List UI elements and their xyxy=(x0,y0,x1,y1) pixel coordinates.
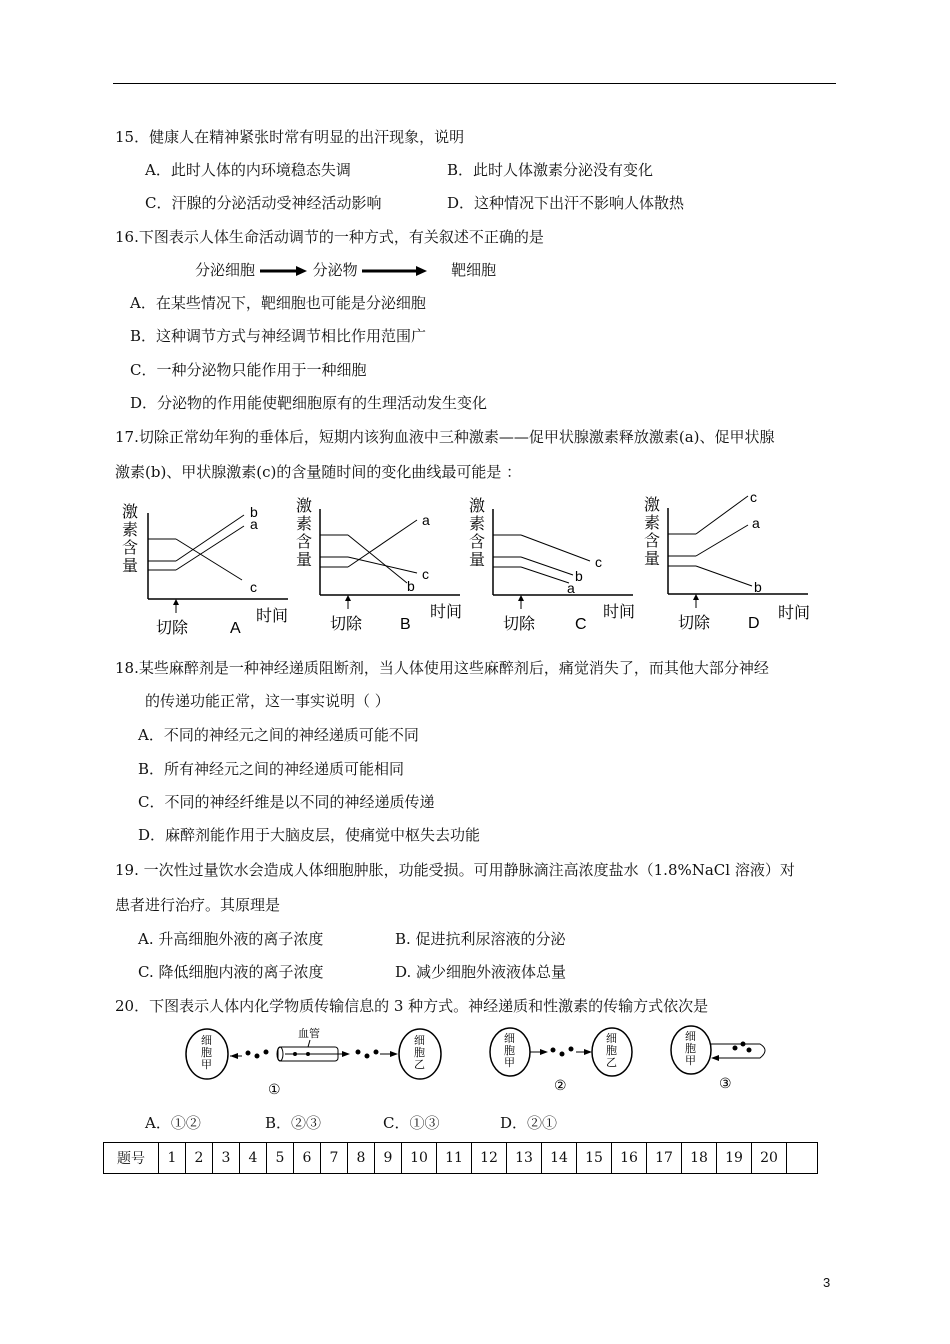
diagram-number: ③ xyxy=(719,1075,732,1091)
answer-cell: 7 xyxy=(321,1143,348,1174)
answer-cell: 8 xyxy=(348,1143,375,1174)
curve-label: c xyxy=(422,566,429,582)
answer-cell: 17 xyxy=(647,1143,682,1174)
q15-stem: 15．健康人在精神紧张时常有明显的出汗现象，说明 xyxy=(115,128,465,146)
q15-option-d: D．这种情况下出汗不影响人体散热 xyxy=(447,194,685,212)
cut-label: 切除 xyxy=(503,616,536,633)
header-rule xyxy=(113,83,836,84)
answer-table xyxy=(103,1142,818,1174)
q18-stem-2: 的传递功能正常，这一事实说明（ ） xyxy=(145,692,390,710)
answer-cell: 9 xyxy=(375,1143,402,1174)
q15-option-b: B．此时人体激素分泌没有变化 xyxy=(447,161,654,179)
curve-label: b xyxy=(575,568,583,584)
answer-cell: 19 xyxy=(717,1143,752,1174)
q17-graph-a xyxy=(118,495,298,640)
answer-cell: 20 xyxy=(752,1143,787,1174)
curve-label: b xyxy=(250,504,258,520)
arrow-icon xyxy=(260,264,308,278)
cell-label: 细胞乙 xyxy=(606,1033,617,1069)
q18-option-a: A．不同的神经元之间的神经递质可能不同 xyxy=(138,726,419,744)
q15-option-c: C．汗腺的分泌活动受神经活动影响 xyxy=(145,194,382,212)
q17-stem-2: 激素(b)、甲状腺激素(c)的含量随时间的变化曲线最可能是 ： xyxy=(115,463,522,481)
answer-cell: 14 xyxy=(542,1143,577,1174)
arrow-icon xyxy=(362,264,428,278)
cut-label: 切除 xyxy=(678,615,711,632)
q16-option-b: B．这种调节方式与神经调节相比作用范围广 xyxy=(130,327,427,345)
x-axis-label: 时间 xyxy=(256,608,289,625)
q20-option-d: D．②① xyxy=(500,1114,558,1132)
q20-option-a: A．①② xyxy=(145,1114,201,1132)
curve-label: a xyxy=(752,515,760,531)
q17-graph-c xyxy=(465,495,645,640)
answer-cell: 5 xyxy=(267,1143,294,1174)
curve-label: a xyxy=(567,580,575,596)
q17-stem-1: 17.切除正常幼年狗的垂体后，短期内该狗血液中三种激素——促甲状腺激素释放激素(a)、促甲状腺 xyxy=(115,428,775,446)
answer-cell: 18 xyxy=(682,1143,717,1174)
y-axis-label: 激素含量 xyxy=(469,498,486,569)
cut-label: 切除 xyxy=(156,620,189,637)
q15-option-a: A．此时人体的内环境稳态失调 xyxy=(145,161,351,179)
answer-cell: 13 xyxy=(507,1143,542,1174)
q16-option-d: D．分泌物的作用能使靶细胞原有的生理活动发生变化 xyxy=(130,394,488,412)
q18-stem-1: 18.某些麻醉剂是一种神经递质阻断剂，当人体使用这些麻醉剂后，痛觉消失了，而其他大部分神经 xyxy=(115,659,769,677)
cut-label: 切除 xyxy=(330,616,363,633)
curve-label: a xyxy=(422,512,430,528)
answer-cell: 11 xyxy=(437,1143,472,1174)
graph-letter: A xyxy=(230,620,241,637)
q19-option-d: D. 减少细胞外液液体总量 xyxy=(395,963,567,981)
x-axis-label: 时间 xyxy=(778,605,811,622)
q19-stem-2: 患者进行治疗。其原理是 xyxy=(115,896,281,914)
vessel-label: 血管 xyxy=(298,1028,320,1040)
answer-cell: 16 xyxy=(612,1143,647,1174)
answer-cell: 6 xyxy=(294,1143,321,1174)
cell-label: 细胞甲 xyxy=(504,1033,515,1069)
answer-cell: 4 xyxy=(240,1143,267,1174)
cell-label: 细胞甲 xyxy=(685,1031,696,1067)
q19-option-c: C. 降低细胞内液的离子浓度 xyxy=(138,963,324,981)
q17-graph-d xyxy=(640,490,820,635)
answer-cell: 10 xyxy=(402,1143,437,1174)
curve-label: c xyxy=(595,554,602,570)
answer-cell-blank xyxy=(787,1143,818,1174)
q20-option-b: B．②③ xyxy=(265,1114,322,1132)
q19-stem-1: 19. 一次性过量饮水会造成人体细胞肿胀，功能受损。可用静脉滴注高浓度盐水（1.8%NaCl 溶液）对 xyxy=(115,861,795,879)
curve-label: c xyxy=(250,579,257,595)
flow-target-cell: 靶细胞 xyxy=(451,261,497,279)
q16-stem: 16.下图表示人体生命活动调节的一种方式，有关叙述不正确的是 xyxy=(115,228,544,246)
q17-graph-b xyxy=(292,495,472,640)
x-axis-label: 时间 xyxy=(430,604,463,621)
q20-diagram xyxy=(180,1022,780,1102)
q16-flow-diagram xyxy=(195,259,496,280)
q18-option-d: D．麻醉剂能作用于大脑皮层，使痛觉中枢失去功能 xyxy=(138,826,481,844)
flow-secretion: 分泌物 xyxy=(312,261,358,279)
answer-cell: 3 xyxy=(213,1143,240,1174)
answer-cell: 12 xyxy=(472,1143,507,1174)
answer-cell: 2 xyxy=(186,1143,213,1174)
q16-option-a: A．在某些情况下，靶细胞也可能是分泌细胞 xyxy=(130,294,426,312)
curve-label: b xyxy=(407,578,415,594)
diagram-number: ② xyxy=(554,1077,567,1093)
graph-letter: B xyxy=(400,616,411,633)
x-axis-label: 时间 xyxy=(603,604,636,621)
y-axis-label: 激素含量 xyxy=(296,498,313,569)
answer-cell: 15 xyxy=(577,1143,612,1174)
q19-option-a: A. 升高细胞外液的离子浓度 xyxy=(138,930,324,948)
q20-option-c: C．①③ xyxy=(383,1114,440,1132)
graph-letter: D xyxy=(748,615,760,632)
answer-cell: 1 xyxy=(159,1143,186,1174)
diagram-number: ① xyxy=(268,1081,281,1097)
answer-table-header: 题号 xyxy=(104,1143,159,1174)
cell-label: 细胞乙 xyxy=(414,1035,425,1071)
graph-letter: C xyxy=(575,616,587,633)
q19-option-b: B. 促进抗利尿溶液的分泌 xyxy=(395,930,566,948)
y-axis-label: 激素含量 xyxy=(644,497,661,568)
curve-label: a xyxy=(250,516,258,532)
q18-option-c: C．不同的神经纤维是以不同的神经递质传递 xyxy=(138,793,435,811)
cell-label: 细胞甲 xyxy=(201,1035,212,1071)
curve-label: b xyxy=(754,579,762,595)
page-number: 3 xyxy=(823,1275,831,1290)
answer-table-row xyxy=(104,1143,818,1174)
q16-option-c: C．一种分泌物只能作用于一种细胞 xyxy=(130,361,367,379)
flow-secretory-cell: 分泌细胞 xyxy=(195,261,256,279)
q20-stem: 20．下图表示人体内化学物质传输信息的 3 种方式。神经递质和性激素的传输方式依次是 xyxy=(115,997,709,1015)
y-axis-label: 激素含量 xyxy=(122,504,139,575)
q18-option-b: B．所有神经元之间的神经递质可能相同 xyxy=(138,760,405,778)
curve-label: c xyxy=(750,490,757,505)
